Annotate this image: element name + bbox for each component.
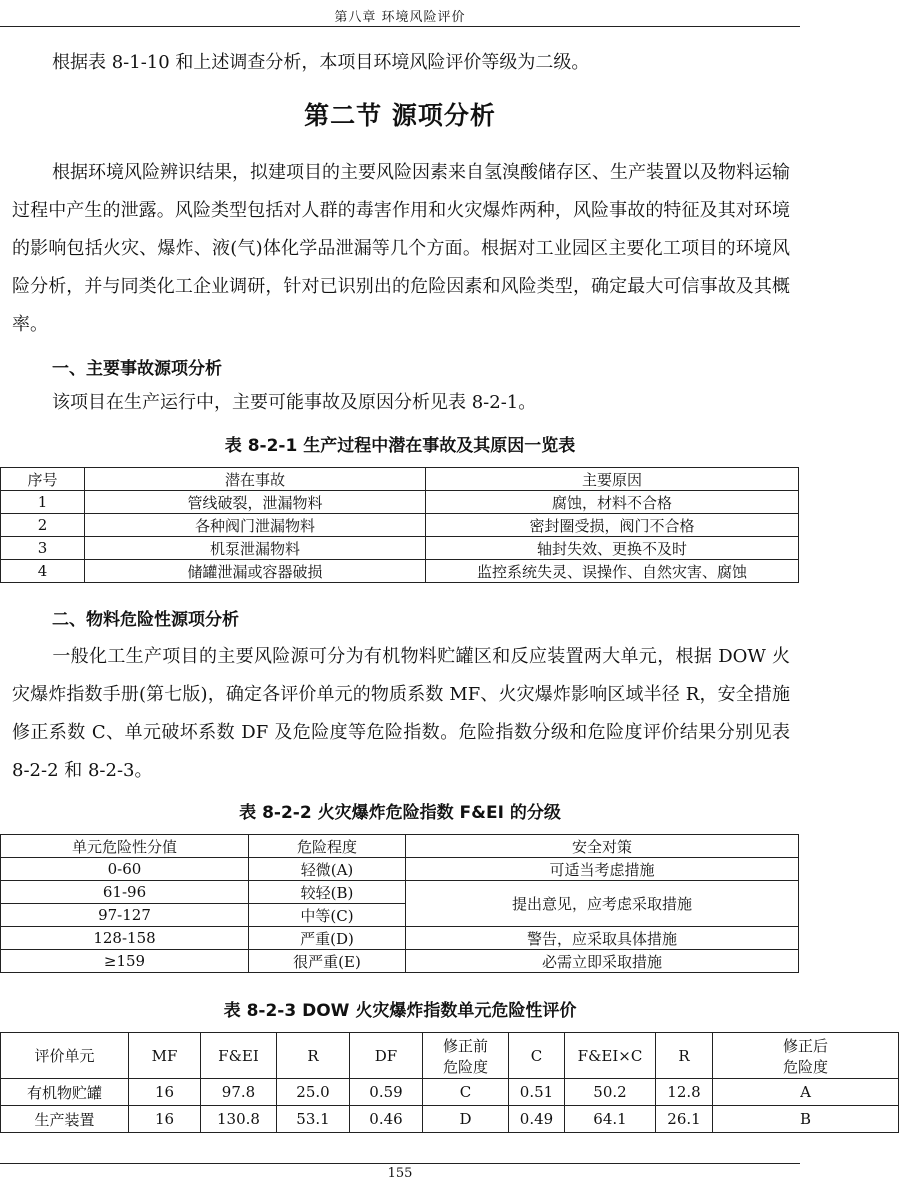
intro-paragraph: 根据表 8-1-10 和上述调查分析，本项目环境风险评价等级为二级。	[52, 52, 590, 73]
table-cell: 0.49	[509, 1106, 565, 1133]
table-cell: ≥159	[1, 950, 249, 973]
header-cell: 修正后 危险度	[713, 1033, 899, 1079]
table-3-caption: 表 8-2-3 DOW 火灾爆炸指数单元危险性评价	[223, 1001, 577, 1021]
table-2	[0, 834, 799, 973]
table-cell: 警告，应采取具体措施	[406, 927, 799, 950]
table-cell: 97.8	[201, 1079, 277, 1106]
table-cell: 50.2	[565, 1079, 656, 1106]
subheading-2: 二、物料危险性源项分析	[52, 610, 239, 630]
table-cell: 25.0	[277, 1079, 350, 1106]
table-cell: 生产装置	[1, 1106, 129, 1133]
table-cell: 管线破裂，泄漏物料	[85, 491, 426, 514]
table-row	[1, 1079, 899, 1106]
header-cell: 潜在事故	[85, 468, 426, 491]
header-cell: 评价单元	[1, 1033, 129, 1079]
table-cell: 监控系统失灵、误操作、自然灾害、腐蚀	[426, 560, 799, 583]
table-row	[1, 537, 799, 560]
table-cell: D	[423, 1106, 509, 1133]
table-cell: 机泵泄漏物料	[85, 537, 426, 560]
table-cell: 腐蚀，材料不合格	[426, 491, 799, 514]
paragraph-1: 根据环境风险辨识结果，拟建项目的主要风险因素来自氢溴酸储存区、生产装置以及物料运输过程中产生的泄露。风险类型包括对人群的毒害作用和火灾爆炸两种，风险事故的特征及其对环境的影响包括火灾、爆炸、液(气)体化学品泄漏等几个方面。根据对工业园区主要化工项目的环境风险分析，并与同类化工企业调研，针对已识别出的危险因素和风险类型，确定最大可信事故及其概率。	[12, 162, 790, 335]
table-1	[0, 467, 799, 583]
table-cell: 0.46	[350, 1106, 423, 1133]
table-cell: 61-96	[1, 881, 249, 904]
table-3	[0, 1032, 899, 1133]
table-cell: 16	[129, 1106, 201, 1133]
table-cell: 较轻(B)	[249, 881, 406, 904]
table-cell: 0.59	[350, 1079, 423, 1106]
table-cell: B	[713, 1106, 899, 1133]
table-row	[1, 560, 799, 583]
table-cell: A	[713, 1079, 899, 1106]
table-row	[1, 514, 799, 537]
running-header: 第八章 环境风险评价	[334, 10, 466, 25]
table-cell: 128-158	[1, 927, 249, 950]
table-cell: 4	[1, 560, 85, 583]
header-cell: C	[509, 1033, 565, 1079]
footer-rule	[0, 1163, 800, 1164]
table-row	[1, 950, 799, 973]
table-row	[1, 1106, 899, 1133]
table-row	[1, 881, 799, 904]
table-2-caption: 表 8-2-2 火灾爆炸危险指数 F&EI 的分级	[239, 803, 561, 823]
table-header-row	[1, 835, 799, 858]
table-row	[1, 858, 799, 881]
table-cell: 26.1	[656, 1106, 713, 1133]
table-cell: 0.51	[509, 1079, 565, 1106]
table-cell: 12.8	[656, 1079, 713, 1106]
table-cell: 2	[1, 514, 85, 537]
table-cell: 有机物贮罐	[1, 1079, 129, 1106]
table-1-caption: 表 8-2-1 生产过程中潜在事故及其原因一览表	[224, 436, 576, 456]
header-cell: 安全对策	[406, 835, 799, 858]
table-row	[1, 491, 799, 514]
header-cell: 危险程度	[249, 835, 406, 858]
table-cell: 密封圈受损，阀门不合格	[426, 514, 799, 537]
header-cell: 单元危险性分值	[1, 835, 249, 858]
table-cell: 必需立即采取措施	[406, 950, 799, 973]
table-header-row	[1, 1033, 899, 1079]
table-row	[1, 927, 799, 950]
table-cell: 64.1	[565, 1106, 656, 1133]
table-cell: 很严重(E)	[249, 950, 406, 973]
subheading-1: 一、主要事故源项分析	[52, 359, 222, 379]
paragraph-3: 一般化工生产项目的主要风险源可分为有机物料贮罐区和反应装置两大单元，根据 DOW 火灾爆炸指数手册(第七版)，确定各评价单元的物质系数 MF、火灾爆炸影响区域半径 R，安全措施修正系数 C、单元破坏系数 DF 及危险度等危险指数。危险指数分级和危险度评价结果分别见表 8-2-2 和 8-2-3。	[12, 646, 790, 781]
table-cell: 1	[1, 491, 85, 514]
table-cell: C	[423, 1079, 509, 1106]
page-number: 155	[387, 1166, 413, 1181]
header-cell: F&EI×C	[565, 1033, 656, 1079]
header-cell: DF	[350, 1033, 423, 1079]
table-cell-merged: 提出意见，应考虑采取措施	[406, 881, 799, 927]
table-cell: 中等(C)	[249, 904, 406, 927]
header-rule	[0, 26, 800, 27]
table-cell: 16	[129, 1079, 201, 1106]
header-cell: F&EI	[201, 1033, 277, 1079]
header-cell: R	[656, 1033, 713, 1079]
table-cell: 严重(D)	[249, 927, 406, 950]
header-cell: 修正前 危险度	[423, 1033, 509, 1079]
table-cell: 可适当考虑措施	[406, 858, 799, 881]
header-cell: R	[277, 1033, 350, 1079]
table-cell: 储罐泄漏或容器破损	[85, 560, 426, 583]
header-cell: 序号	[1, 468, 85, 491]
section-title: 第二节 源项分析	[304, 101, 496, 130]
header-cell: 主要原因	[426, 468, 799, 491]
table-cell: 0-60	[1, 858, 249, 881]
table-cell: 53.1	[277, 1106, 350, 1133]
header-cell: MF	[129, 1033, 201, 1079]
table-cell: 130.8	[201, 1106, 277, 1133]
paragraph-2: 该项目在生产运行中，主要可能事故及原因分析见表 8-2-1。	[52, 392, 537, 413]
table-header-row	[1, 468, 799, 491]
table-cell: 3	[1, 537, 85, 560]
table-cell: 各种阀门泄漏物料	[85, 514, 426, 537]
table-cell: 轴封失效、更换不及时	[426, 537, 799, 560]
table-cell: 97-127	[1, 904, 249, 927]
table-cell: 轻微(A)	[249, 858, 406, 881]
